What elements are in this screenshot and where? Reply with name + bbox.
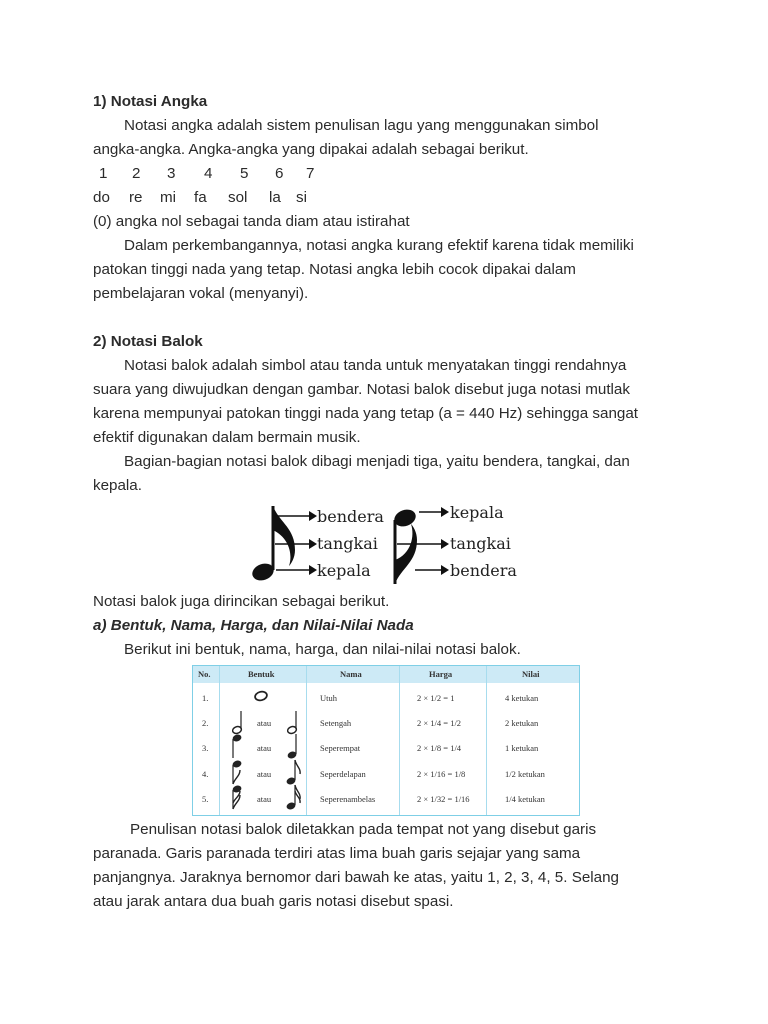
row-harga: 2 × 1/8 = 1/4 (417, 743, 462, 753)
header-harga: Harga (429, 669, 453, 679)
row-nilai: 1/4 ketukan (505, 794, 545, 804)
syllable-si: si (296, 189, 307, 206)
arrowhead (309, 539, 317, 549)
whole-note-icon (253, 689, 269, 703)
paragraph-line: Dalam perkembangannya, notasi angka kurang efektif karena tidak memiliki (124, 237, 634, 254)
quarter-note-stem-up-icon (286, 732, 300, 760)
label-kepala-left: kepala (317, 561, 371, 580)
label-bendera-left: bendera (317, 507, 384, 526)
note-values-table (192, 665, 580, 816)
arrowhead (441, 539, 449, 549)
row-nama: Utuh (320, 693, 337, 703)
column-divider (486, 666, 487, 815)
row-nilai: 2 ketukan (505, 718, 539, 728)
section-heading-notasi-angka: 1) Notasi Angka (93, 93, 208, 110)
label-bendera-right: bendera (450, 561, 517, 580)
sub-heading: a) Bentuk, Nama, Harga, dan Nilai-Nilai Nada (93, 617, 414, 634)
document-page (93, 90, 693, 914)
quarter-note-stem-down-icon (231, 732, 245, 760)
label-kepala-right: kepala (450, 503, 504, 522)
row-nama: Seperdelapan (320, 769, 366, 779)
sixteenth-note-stem-down-icon (231, 783, 247, 811)
number-6: 6 (275, 165, 284, 182)
header-nilai: Nilai (522, 669, 540, 679)
row-harga: 2 × 1/16 = 1/8 (417, 769, 466, 779)
row-harga: 2 × 1/4 = 1/2 (417, 718, 462, 728)
label-tangkai-left: tangkai (317, 534, 378, 553)
note-values-figure (93, 665, 693, 818)
syllable-do: do (93, 189, 110, 206)
row-no: 3. (202, 743, 209, 753)
row-no: 2. (202, 718, 209, 728)
header-bentuk: Bentuk (248, 669, 275, 679)
syllable-fa: fa (194, 189, 207, 206)
section-heading-notasi-balok: 2) Notasi Balok (93, 333, 203, 350)
note-parts-figure (93, 498, 693, 590)
paragraph-line: Berikut ini bentuk, nama, harga, dan nilai-nilai notasi balok. (124, 641, 521, 658)
row-nilai: 4 ketukan (505, 693, 539, 703)
arrowhead (441, 507, 449, 517)
note-parts-diagram (243, 498, 533, 590)
paragraph-line: paranada. Garis paranada terdiri atas lima buah garis sejajar yang sama (93, 845, 581, 862)
number-row (93, 162, 693, 186)
note-flag-left (273, 506, 295, 566)
paragraph-line: Notasi balok juga dirincikan sebagai berikut. (93, 593, 390, 610)
column-divider (219, 666, 220, 815)
row-nama: Seperenambelas (320, 794, 376, 804)
paragraph-line: Notasi balok adalah simbol atau tanda untuk menyatakan tinggi rendahnya (124, 357, 627, 374)
column-divider (399, 666, 400, 815)
syllable-row (93, 186, 693, 210)
spacer (93, 306, 693, 330)
paragraph-line: (0) angka nol sebagai tanda diam atau istirahat (93, 213, 410, 230)
arrowhead (441, 565, 449, 575)
column-divider (306, 666, 307, 815)
syllable-sol: sol (228, 189, 248, 206)
paragraph-line: efektif digunakan dalam bermain musik. (93, 429, 361, 446)
arrowhead (309, 565, 317, 575)
header-nama: Nama (340, 669, 362, 679)
number-4: 4 (204, 165, 213, 182)
header-no: No. (198, 669, 211, 679)
label-tangkai-right: tangkai (450, 534, 511, 553)
row-nama: Setengah (320, 718, 352, 728)
number-7: 7 (306, 165, 315, 182)
arrowhead (309, 511, 317, 521)
row-no: 4. (202, 769, 209, 779)
syllable-la: la (269, 189, 281, 206)
paragraph-line: atau jarak antara dua buah garis notasi disebut spasi. (93, 893, 454, 910)
paragraph-line: karena mempunyai patokan tinggi nada yang tetap (a = 440 Hz) sehingga sangat (93, 405, 639, 422)
row-harga: 2 × 1/2 = 1 (417, 693, 455, 703)
row-no: 1. (202, 693, 209, 703)
row-nilai: 1/2 ketukan (505, 769, 545, 779)
paragraph-line: pembelajaran vokal (menyanyi). (93, 285, 309, 302)
eighth-note-stem-up-icon (286, 758, 302, 786)
syllable-re: re (129, 189, 143, 206)
paragraph-line: suara yang diwujudkan dengan gambar. Notasi balok disebut juga notasi mutlak (93, 381, 630, 398)
eighth-note-stem-down-icon (231, 758, 247, 786)
syllable-mi: mi (160, 189, 177, 206)
row-harga: 2 × 1/32 = 1/16 (417, 794, 470, 804)
number-1: 1 (99, 165, 108, 182)
row-nama: Seperempat (320, 743, 361, 753)
row-atau: atau (257, 743, 272, 753)
number-2: 2 (132, 165, 141, 182)
row-nilai: 1 ketukan (505, 743, 539, 753)
note-flag-right (395, 524, 417, 584)
paragraph-line: Bagian-bagian notasi balok dibagi menjadi tiga, yaitu bendera, tangkai, dan (124, 453, 630, 470)
row-atau: atau (257, 769, 272, 779)
row-atau: atau (257, 794, 272, 804)
sixteenth-note-stem-up-icon (286, 783, 302, 811)
paragraph-line: kepala. (93, 477, 142, 494)
number-3: 3 (167, 165, 176, 182)
paragraph-line: Notasi angka adalah sistem penulisan lagu yang menggunakan simbol (124, 117, 599, 134)
paragraph-line: Penulisan notasi balok diletakkan pada tempat not yang disebut garis (130, 821, 597, 838)
row-no: 5. (202, 794, 209, 804)
paragraph-line: panjangnya. Jaraknya bernomor dari bawah ke atas, yaitu 1, 2, 3, 4, 5. Selang (93, 869, 619, 886)
number-5: 5 (240, 165, 249, 182)
paragraph-line: angka-angka. Angka-angka yang dipakai adalah sebagai berikut. (93, 141, 529, 158)
paragraph-line: patokan tinggi nada yang tetap. Notasi angka lebih cocok dipakai dalam (93, 261, 576, 278)
row-atau: atau (257, 718, 272, 728)
